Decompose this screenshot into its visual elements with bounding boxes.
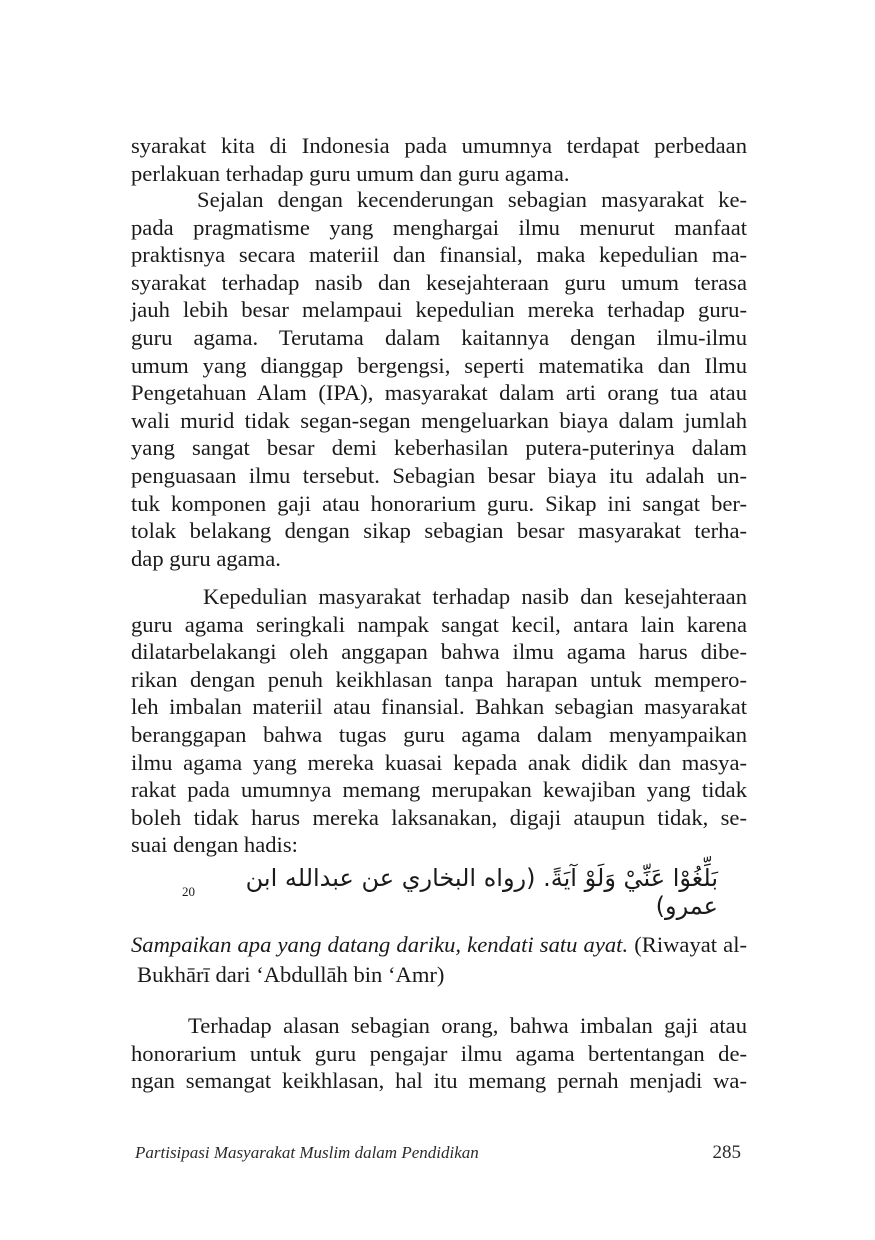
text-line: rakat pada umumnya memang merupakan kewajiban yang tidak: [131, 777, 747, 803]
text-line: Pengetahuan Alam (IPA), masyarakat dalam arti orang tua atau: [131, 380, 747, 406]
text-line: jauh lebih besar melampaui kepedulian mereka terhadap guru-: [131, 297, 747, 323]
text-line: Kepedulian masyarakat terhadap nasib dan kesejahteraan: [203, 584, 747, 609]
translation-italic: Sampaikan apa yang datang dariku, kendati satu ayat.: [131, 932, 629, 957]
text-line: dap guru agama.: [131, 545, 281, 571]
text-line: Terhadap alasan sebagian orang, bahwa imbalan gaji atau: [188, 1013, 747, 1038]
paragraph-continued: [131, 132, 747, 187]
page-number: 285: [712, 1142, 741, 1163]
text-line: guru agama. Terutama dalam kaitannya dengan ilmu-ilmu: [131, 324, 747, 350]
text-line: perlakuan terhadap guru umum dan guru agama.: [131, 160, 570, 186]
text-line: yang sangat besar demi keberhasilan putera-puterinya dalam: [131, 435, 747, 461]
hadith-translation: [131, 930, 747, 990]
text-line: syarakat kita di Indonesia pada umumnya terdapat perbedaan: [131, 133, 747, 158]
paragraph-terhadap-alasan: [131, 1012, 747, 1095]
hadith-arabic: [180, 864, 718, 920]
text-line: honorarium untuk guru pengajar ilmu agama bertentangan de-: [131, 1040, 747, 1066]
translation-line: [131, 930, 747, 960]
text-line: ngan semangat keikhlasan, hal itu memang pernah menjadi wa-: [131, 1068, 747, 1094]
footnote-marker: 20: [182, 884, 195, 899]
text-line: guru agama seringkali nampak sangat kecil, antara lain karena: [131, 611, 747, 637]
hadith-arabic-text: بَلِّغُوْا عَنِّيْ وَلَوْ آيَةً. (رواه البخاري عن عبدالله ابن عمرو): [245, 864, 718, 920]
text-line: Sejalan dengan kecenderungan sebagian masyarakat ke-: [197, 187, 747, 212]
text-line: dilatarbelakangi oleh anggapan bahwa ilmu agama harus dibe-: [131, 639, 747, 665]
text-line: umum yang dianggap bergengsi, seperti matematika dan Ilmu: [131, 352, 747, 378]
translation-source-start: (Riwayat al-: [634, 932, 747, 957]
text-line: suai dengan hadis:: [131, 832, 298, 858]
paragraph-pragmatisme: [131, 186, 747, 572]
running-footer-title: Partisipasi Masyarakat Muslim dalam Pendidikan: [135, 1143, 479, 1162]
page-footer: [131, 1142, 741, 1170]
text-line: ilmu agama yang mereka kuasai kepada anak didik dan masya-: [131, 749, 747, 775]
text-line: boleh tidak harus mereka laksanakan, digaji ataupun tidak, se-: [131, 804, 747, 830]
text-line: syarakat terhadap nasib dan kesejahteraan guru umum terasa: [131, 269, 747, 295]
translation-source-end: Bukhārī dari ‘Abdullāh bin ‘Amr): [137, 962, 445, 987]
text-line: rikan dengan penuh keikhlasan tanpa harapan untuk mempero-: [131, 666, 747, 692]
text-line: tolak belakang dengan sikap sebagian besar masyarakat terha-: [131, 518, 747, 544]
text-line: leh imbalan materiil atau finansial. Bahkan sebagian masyarakat: [131, 694, 747, 720]
paragraph-kepedulian: [131, 583, 747, 859]
text-line: penguasaan ilmu tersebut. Sebagian besar biaya itu adalah un-: [131, 462, 747, 488]
text-line: wali murid tidak segan-segan mengeluarkan biaya dalam jumlah: [131, 407, 747, 433]
text-line: beranggapan bahwa tugas guru agama dalam menyampaikan: [131, 721, 747, 747]
text-line: tuk komponen gaji atau honorarium guru. Sikap ini sangat ber-: [131, 490, 747, 516]
text-line: pada pragmatisme yang menghargai ilmu menurut manfaat: [131, 214, 747, 240]
text-line: praktisnya secara materiil dan finansial, maka kepedulian ma-: [131, 242, 747, 268]
